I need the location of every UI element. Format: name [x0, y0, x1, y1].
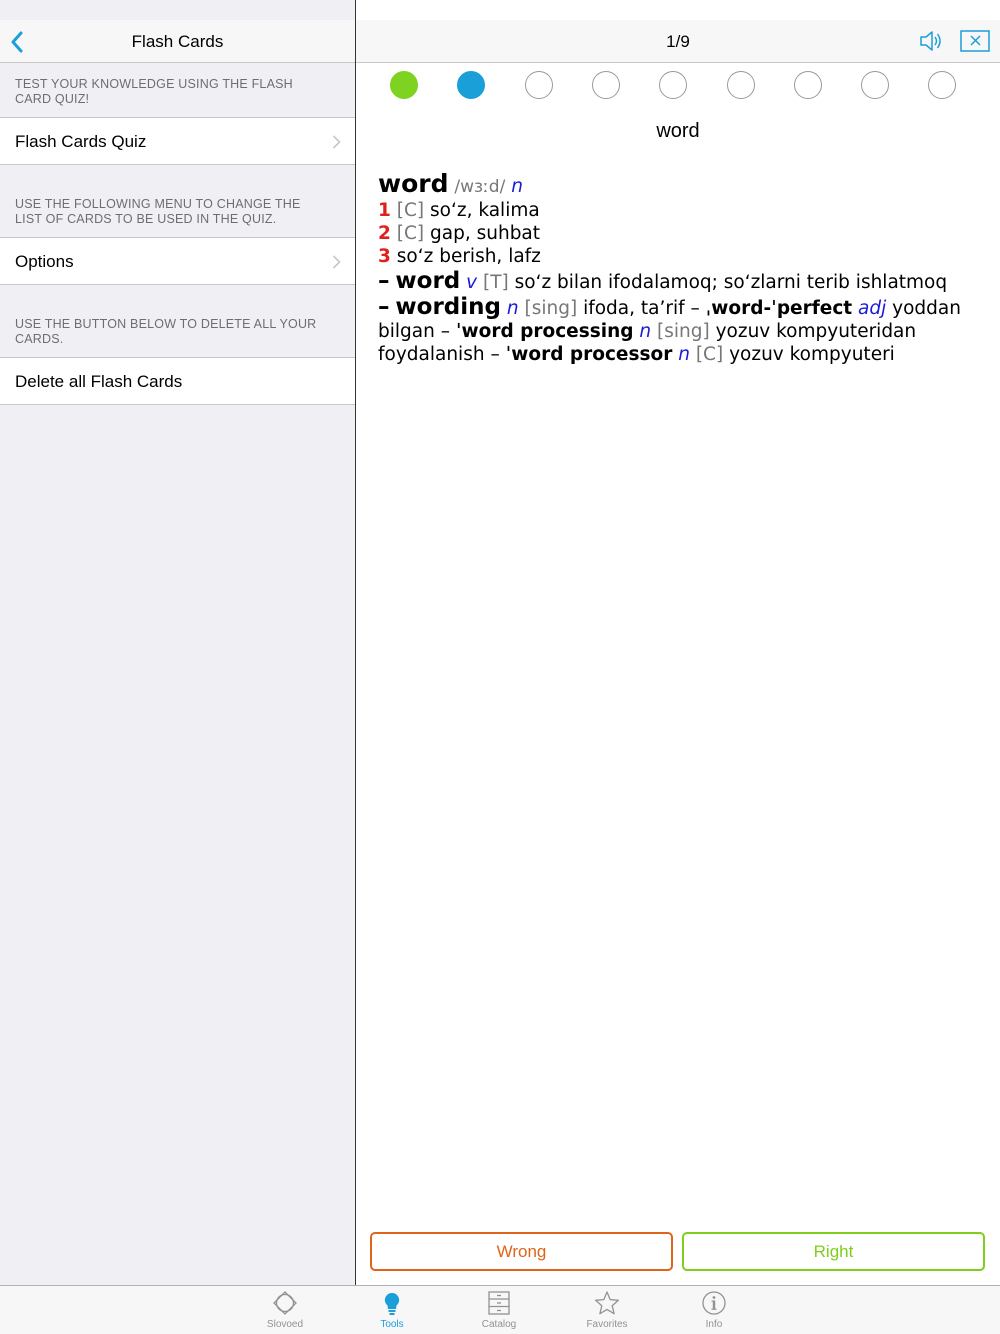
- deriv-text: ifoda, ta’rif: [583, 298, 685, 319]
- compound-text: yoddan bilgan: [378, 298, 961, 342]
- right-button[interactable]: Right: [682, 1232, 985, 1271]
- compound-grammar: [C]: [695, 344, 724, 365]
- progress-dot-pending[interactable]: [659, 71, 687, 99]
- compound-word: ˈword processing: [455, 321, 634, 342]
- close-card-icon[interactable]: [960, 30, 990, 52]
- left-pane: [0, 0, 355, 1285]
- speaker-icon[interactable]: [918, 28, 944, 54]
- deriv-grammar: [T]: [482, 272, 509, 293]
- derivative-verb: [378, 270, 988, 294]
- star-icon: [594, 1290, 620, 1316]
- deriv-dash: –: [378, 294, 390, 320]
- catalog-icon: [486, 1290, 512, 1316]
- settings-list: [0, 63, 355, 405]
- compound-pos: adj: [858, 298, 887, 319]
- derivative-noun: [378, 296, 988, 366]
- flash-cards-quiz-cell[interactable]: [0, 117, 355, 165]
- sense-text: gap, suhbat: [430, 223, 541, 244]
- tab-info[interactable]: [674, 1290, 754, 1334]
- tab-label: Favorites: [586, 1319, 628, 1330]
- tab-label: Info: [705, 1319, 723, 1330]
- compound-pos: n: [678, 344, 690, 365]
- sense-number: 2: [378, 223, 391, 244]
- progress-dots: [390, 71, 990, 101]
- separator: –: [490, 344, 500, 365]
- progress-dot-current[interactable]: [457, 71, 485, 99]
- entry-pronunciation: /wɜːd/: [454, 177, 506, 197]
- chevron-right-icon: [332, 135, 341, 149]
- tab-catalog[interactable]: [459, 1290, 539, 1334]
- compound-grammar: [sing]: [657, 321, 710, 342]
- section-header-options: USE THE FOLLOWING MENU TO CHANGE THE LIST OF CARDS TO BE USED IN THE QUIZ.: [15, 197, 301, 226]
- slovoed-icon: [272, 1290, 298, 1316]
- deriv-pos: v: [466, 272, 478, 293]
- separator: –: [440, 321, 450, 342]
- progress-dot-pending[interactable]: [861, 71, 889, 99]
- sense-3: [378, 245, 988, 268]
- compound-word: ˌword-ˈperfect: [705, 298, 853, 319]
- separator: –: [690, 298, 700, 319]
- tab-label: Catalog: [481, 1319, 517, 1330]
- chevron-right-icon: [332, 255, 341, 269]
- deriv-word: wording: [395, 294, 501, 320]
- tab-slovoed[interactable]: [245, 1290, 325, 1334]
- entry-pos: n: [511, 176, 523, 197]
- cell-label: Options: [15, 252, 74, 271]
- left-title: Flash Cards: [131, 32, 224, 51]
- deriv-word: word: [395, 268, 461, 294]
- tab-bar: [0, 1285, 1000, 1334]
- right-pane: [356, 0, 1000, 1285]
- progress-dot-pending[interactable]: [525, 71, 553, 99]
- sense-grammar: [C]: [396, 223, 425, 244]
- wrong-button[interactable]: Wrong: [370, 1232, 673, 1271]
- tab-tools[interactable]: [352, 1290, 432, 1334]
- sense-number: 1: [378, 200, 391, 221]
- lightbulb-icon: [379, 1290, 405, 1316]
- right-nav-bar: [356, 20, 1000, 63]
- card-counter: 1/9: [666, 32, 690, 51]
- options-cell[interactable]: [0, 237, 355, 285]
- deriv-pos: n: [506, 298, 519, 319]
- section-header-delete: USE THE BUTTON BELOW TO DELETE ALL YOUR CARDS.: [15, 317, 317, 346]
- cell-label: Delete all Flash Cards: [15, 372, 183, 391]
- tab-label: Slovoed: [266, 1319, 304, 1330]
- deriv-text: so‘z bilan ifodalamoq; so‘zlarni terib ishlatmoq: [514, 272, 948, 293]
- section-header-quiz: TEST YOUR KNOWLEDGE USING THE FLASH CARD QUIZ!: [15, 77, 293, 106]
- progress-dot-pending[interactable]: [727, 71, 755, 99]
- sense-number: 3: [378, 246, 391, 267]
- deriv-dash: –: [378, 268, 390, 294]
- sense-text: so‘z, kalima: [430, 200, 540, 221]
- entry-headline: [378, 169, 988, 199]
- entry-headword: word: [378, 169, 449, 198]
- tab-favorites[interactable]: [567, 1290, 647, 1334]
- progress-dot-right[interactable]: [390, 71, 418, 99]
- cell-label: Flash Cards Quiz: [15, 132, 147, 151]
- compound-text: yozuv kompyuteridan foydalanish: [378, 321, 917, 365]
- info-icon: [701, 1290, 727, 1316]
- progress-dot-pending[interactable]: [928, 71, 956, 99]
- tab-label: Tools: [380, 1319, 404, 1330]
- sense-text: so‘z berish, lafz: [396, 246, 541, 267]
- progress-dot-pending[interactable]: [592, 71, 620, 99]
- compound-text: yozuv kompyuteri: [729, 344, 895, 365]
- sense-2: [378, 222, 988, 245]
- sense-1: [378, 199, 988, 222]
- left-nav-bar: [0, 20, 355, 63]
- compound-pos: n: [639, 321, 652, 342]
- dictionary-entry: [378, 169, 988, 366]
- compound-word: ˈword processor: [505, 344, 673, 365]
- card-word: word: [656, 120, 700, 142]
- delete-all-cards-cell[interactable]: [0, 357, 355, 405]
- deriv-grammar: [sing]: [524, 298, 578, 319]
- progress-dot-pending[interactable]: [794, 71, 822, 99]
- sense-grammar: [C]: [396, 200, 425, 221]
